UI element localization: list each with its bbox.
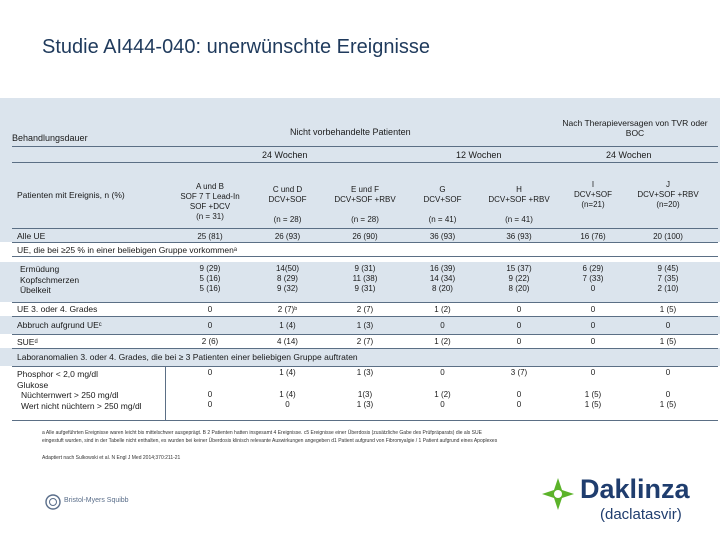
header-24-wochen: 24 Wochen	[262, 150, 308, 160]
header-behandlungsdauer: Behandlungsdauer	[12, 133, 88, 143]
cell-grad34: 2 (7)	[356, 305, 374, 314]
cell-grad34: 0	[207, 305, 213, 314]
header-nicht-vorbehandelt: Nicht vorbehandelte Patienten	[290, 127, 411, 137]
cell-symptoms-cd: 14(50) 8 (29) 9 (32)	[275, 264, 300, 293]
divider	[12, 420, 718, 421]
footnote-line2: eingestuft wurden, sind in der Tabelle nicht enthalten, es wurden bei keiner Überdosis klinisch relevante Auswirkungen angegeben d1 Patient aufgrund von Fibromyalgie / 1 Patient aufgrund eines Apoplexes	[42, 438, 498, 444]
cell-grad34: 0	[590, 305, 596, 314]
cell-abbruch: 0	[665, 321, 671, 330]
divider	[12, 146, 718, 147]
cell-sue: 0	[516, 337, 522, 346]
daklinza-wordmark: Daklinza	[580, 474, 690, 504]
cell-sue: 0	[590, 337, 596, 346]
cell-symptoms-g: 16 (39) 14 (34) 8 (20)	[429, 264, 456, 293]
cell-symptoms-h: 15 (37) 9 (22) 8 (20)	[506, 264, 532, 293]
footnote-source: Adaptiert nach Sulkowski et al. N Engl J Med 2014;370:211-21	[42, 455, 181, 461]
cell-glukose-i: 1 (5) 1 (5)	[584, 390, 602, 409]
section-label-labor: Laboranomalien 3. oder 4. Grades, die bei ≥ 3 Patienten einer beliebigen Gruppe auftraten	[17, 352, 358, 362]
row-label-sue: SUEᵈ	[17, 337, 38, 347]
cell-phosphor: 0	[207, 368, 213, 377]
arm-header-h-n: (n = 41)	[505, 215, 533, 224]
divider	[12, 366, 718, 367]
cell-alle-ue: 20 (100)	[653, 232, 683, 241]
cell-symptoms-ef: 9 (31) 11 (38) 9 (31)	[352, 264, 378, 293]
arm-header-ef: E und F DCV+SOF +RBV	[334, 185, 396, 204]
cell-symptoms-ab: 9 (29) 5 (16) 5 (16)	[199, 264, 221, 293]
cell-glukose-ab: 0 0	[207, 390, 213, 409]
arm-header-g-n: (n = 41)	[428, 215, 457, 224]
cell-phosphor: 0	[665, 368, 671, 377]
cell-alle-ue: 26 (90)	[352, 232, 378, 241]
arm-header-h: H DCV+SOF +RBV	[488, 185, 550, 204]
row-label-abbruch: Abbruch aufgrund UEᶜ	[17, 320, 102, 330]
cell-sue: 1 (2)	[434, 337, 451, 346]
cell-phosphor: 0	[590, 368, 596, 377]
cell-phosphor: 3 (7)	[510, 368, 528, 377]
cell-alle-ue: 36 (93)	[506, 232, 532, 241]
header-24-wochen-b: 24 Wochen	[606, 150, 652, 160]
divider	[12, 162, 718, 163]
cell-abbruch: 0	[516, 321, 522, 330]
cell-phosphor: 1 (4)	[279, 368, 296, 377]
cell-alle-ue: 25 (81)	[197, 232, 223, 241]
arm-header-j: J DCV+SOF +RBV (n=20)	[637, 180, 699, 209]
arm-header-ef-n: (n = 28)	[351, 215, 379, 224]
divider	[12, 228, 718, 229]
row-label-alle-ue: Alle UE	[17, 231, 46, 241]
cell-alle-ue: 26 (93)	[274, 232, 301, 241]
row-label-labor-values: Phosphor < 2,0 mg/dl Glukose Nüchternwert > 250 mg/dl Wert nicht nüchtern > 250 mg/dl	[17, 369, 142, 411]
cell-glukose-cd: 1 (4) 0	[279, 390, 296, 409]
cell-alle-ue: 16 (76)	[580, 232, 606, 241]
arm-header-cd: C und D DCV+SOF	[268, 185, 307, 204]
page-title: Studie AI444-040: unerwünschte Ereignisse	[42, 36, 431, 58]
bms-logo	[44, 488, 134, 516]
arm-header-g: G DCV+SOF	[423, 185, 462, 204]
cell-glukose-j: 0 1 (5)	[659, 390, 677, 409]
header-therapieversagen: Nach Therapieversagen von TVR oder BOC	[562, 118, 708, 138]
cell-glukose-g: 1 (2) 0	[434, 390, 451, 409]
arm-header-ab: A und B SOF 7 T Lead-In SOF +DCV (n = 31)	[180, 182, 240, 221]
divider	[12, 256, 718, 257]
divider	[12, 302, 718, 303]
cell-grad34: 0	[516, 305, 522, 314]
section-label-ue: UE, die bei ≥25 % in einer beliebigen Gruppe vorkommenᵃ	[17, 245, 237, 255]
arm-header-i: I DCV+SOF (n=21)	[573, 180, 612, 209]
daklinza-logo	[538, 462, 698, 532]
cell-grad34: 2 (7)ᵇ	[277, 305, 298, 314]
divider	[12, 242, 718, 243]
cell-abbruch: 1 (4)	[279, 321, 296, 330]
cell-grad34: 1 (5)	[659, 305, 677, 314]
daklinza-mark-icon	[540, 476, 576, 512]
arm-header-cd-n: (n = 28)	[273, 215, 302, 224]
cell-abbruch: 0	[590, 321, 596, 330]
cell-sue: 4 (14)	[277, 337, 298, 346]
cell-glukose-ef: 1(3) 1 (3)	[356, 390, 374, 409]
cell-glukose-h: 0 0	[516, 390, 522, 409]
cell-alle-ue: 36 (93)	[429, 232, 456, 241]
bms-logo-text: Bristol-Myers Squibb	[64, 497, 129, 504]
cell-abbruch: 0	[207, 321, 213, 330]
header-patienten-label: Patienten mit Ereignis, n (%)	[17, 190, 125, 200]
cell-grad34: 1 (2)	[434, 305, 451, 314]
cell-sue: 2 (7)	[356, 337, 374, 346]
cell-symptoms-i: 6 (29) 7 (33) 0	[582, 264, 604, 293]
footnote-line1: a Alle aufgeführten Ereignisse waren leicht bis mittelschwer ausgeprägt. B 2 Patienten hatten insgesamt 4 Ereignisse. c5 Ereignisse einer Überdosis (zusätzliche Gabe des Prüfpräparats) die als SUE	[42, 430, 482, 436]
cell-abbruch: 1 (3)	[356, 321, 374, 330]
row-label-grad34: UE 3. oder 4. Grades	[17, 304, 98, 314]
divider	[12, 316, 718, 317]
cell-abbruch: 0	[440, 321, 445, 330]
cell-symptoms-j: 9 (45) 7 (35) 2 (10)	[657, 264, 679, 293]
row-label-symptoms: Ermüdung Kopfschmerzen Übelkeit	[20, 264, 80, 295]
divider	[165, 366, 166, 420]
daklinza-subtitle: (daclatasvir)	[600, 506, 682, 523]
divider	[12, 334, 718, 335]
divider	[12, 348, 718, 349]
cell-phosphor: 1 (3)	[356, 368, 374, 377]
cell-sue: 1 (5)	[659, 337, 677, 346]
header-12-wochen: 12 Wochen	[456, 150, 502, 160]
cell-sue: 2 (6)	[201, 337, 219, 346]
cell-phosphor: 0	[440, 368, 445, 377]
